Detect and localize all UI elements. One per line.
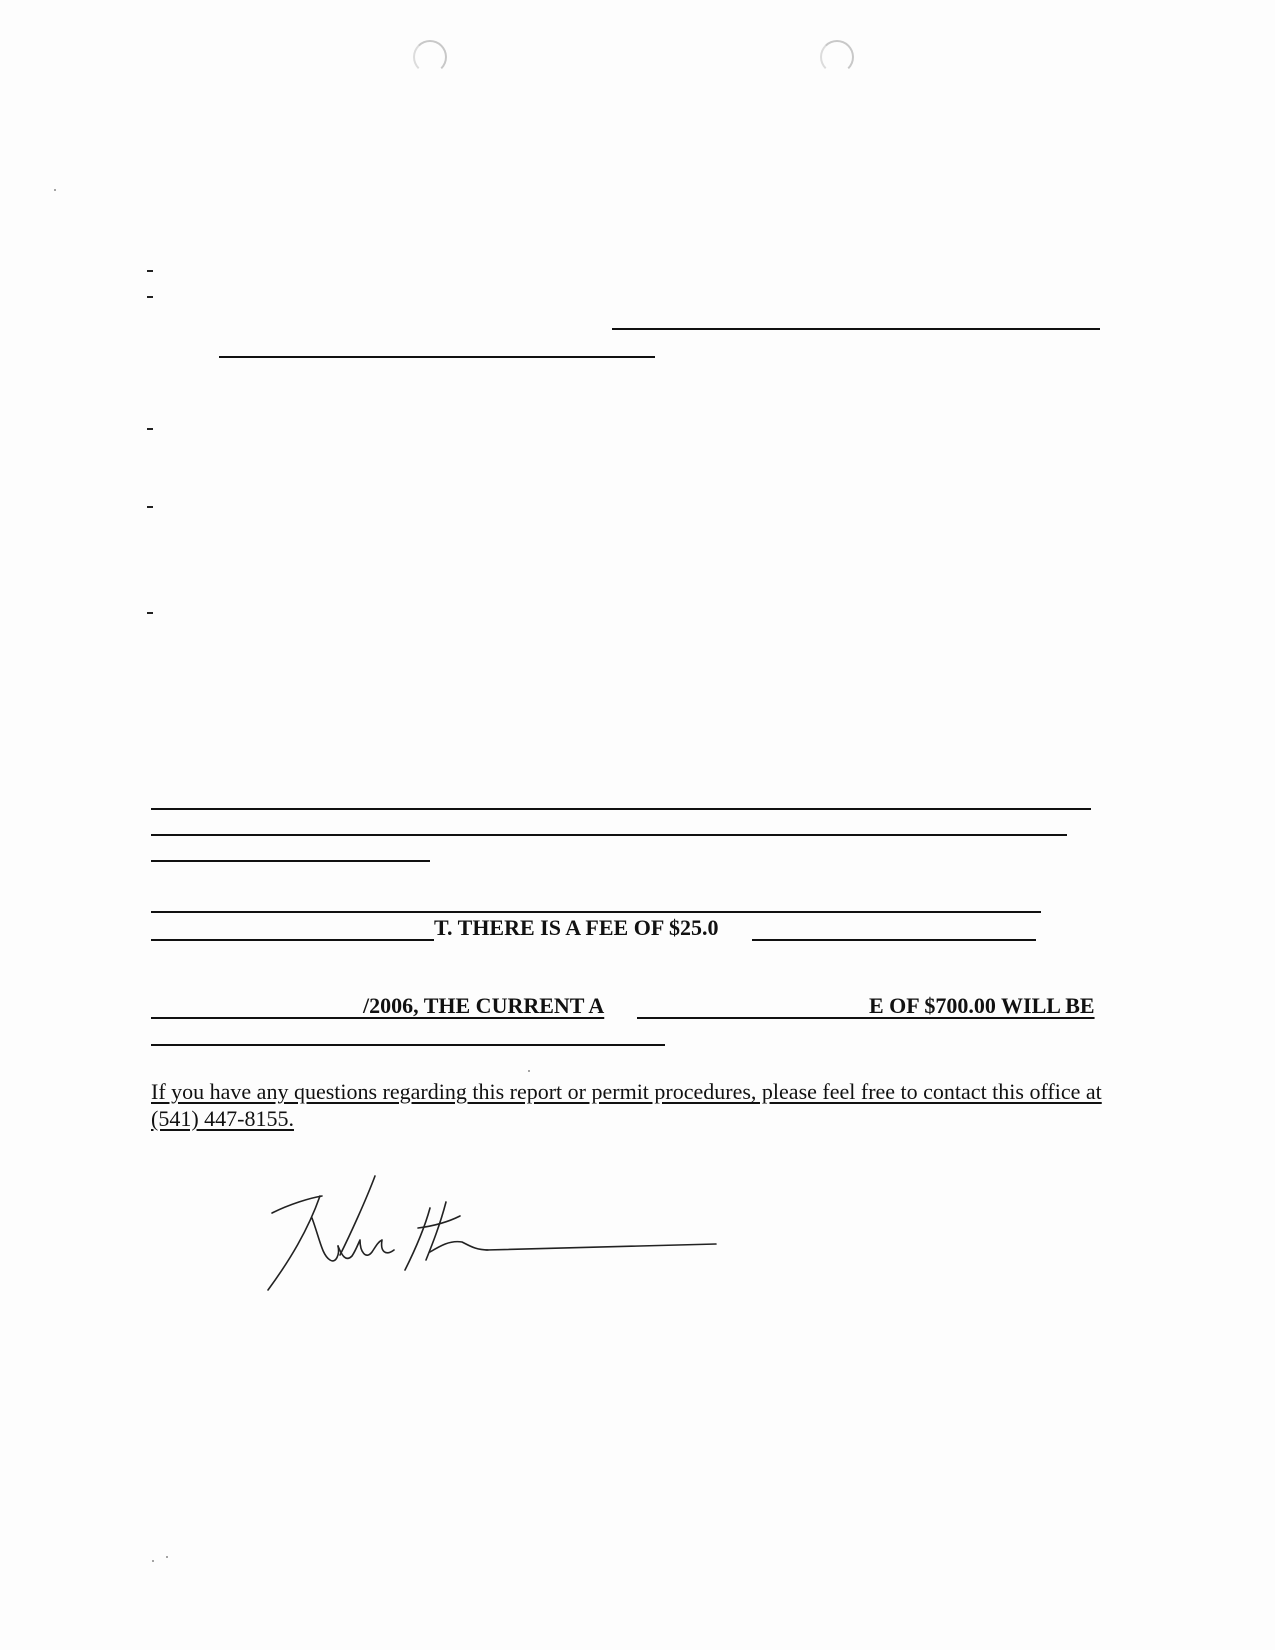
redacted-line bbox=[151, 834, 1067, 836]
redacted-line bbox=[151, 860, 430, 862]
scan-speck bbox=[166, 1556, 168, 1558]
list-dash-1 bbox=[147, 270, 153, 272]
list-dash-5 bbox=[147, 612, 153, 614]
redacted-line bbox=[151, 939, 434, 941]
redacted-line bbox=[637, 1017, 869, 1019]
contact-paragraph: If you have any questions regarding this report or permit procedures, please feel free to contact this office at (541) 447-8155. bbox=[151, 1079, 1102, 1131]
punch-hole-left bbox=[413, 40, 447, 74]
amount-notice: E OF $700.00 WILL BE bbox=[869, 993, 1095, 1018]
date-notice: /2006, THE CURRENT A bbox=[363, 993, 605, 1018]
scan-speck bbox=[54, 189, 56, 191]
handwritten-signature bbox=[250, 1160, 770, 1310]
fee-notice: T. THERE IS A FEE OF $25.0 bbox=[434, 915, 719, 940]
scan-speck bbox=[528, 1070, 530, 1072]
list-dash-3 bbox=[147, 428, 153, 430]
redacted-line bbox=[219, 356, 655, 358]
punch-hole-right bbox=[820, 40, 854, 74]
scan-speck bbox=[152, 1560, 154, 1562]
redacted-line bbox=[151, 808, 1091, 810]
list-dash-4 bbox=[147, 506, 153, 508]
redacted-line bbox=[151, 1017, 363, 1019]
redacted-line bbox=[752, 939, 1036, 941]
redacted-line bbox=[151, 1044, 665, 1046]
redacted-line bbox=[151, 911, 1041, 913]
redacted-line bbox=[612, 328, 1100, 330]
list-dash-2 bbox=[147, 296, 153, 298]
